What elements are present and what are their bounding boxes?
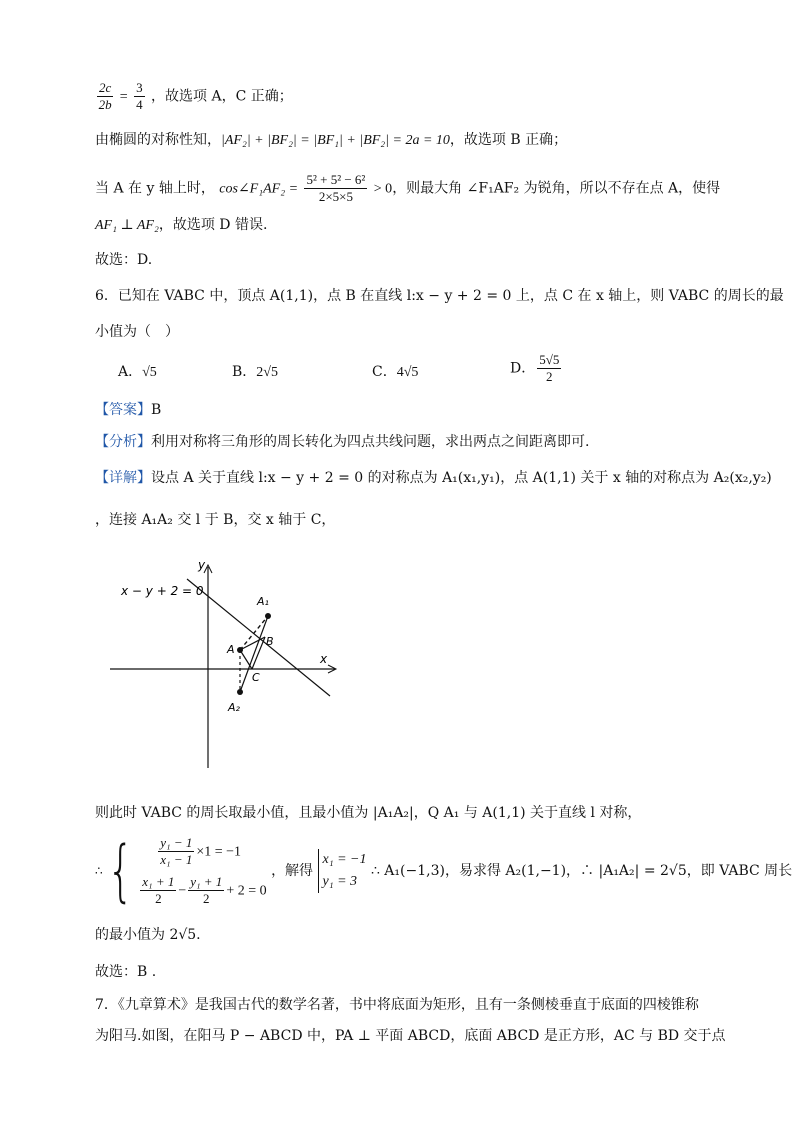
equation-system-line: ∴ { $\frac{\text{y₁ − 1}}{\text{x₁ − 1}}$ ×1 = −1 $\frac{\text{x₁ + 1}}{2}$ − $\frac{\text{y₁ + 1}}{2}$ + 2 = 0 ，解得 x₁ = −1 y₁ = 3 ∴ A₁(−1,3)，易求得 A₂(1,−1)，∴ |A₁A₂| = 2√5，即 VABC 周长 [95,831,793,910]
fraction-5root5-2: $\frac{5√5}{2}$ [539,352,560,384]
label-a: A [227,643,235,656]
answer-line: 【答案】B [95,402,162,418]
line-l-equation: x − y + 2 = 0 [121,584,204,598]
y-axis-label: y [198,558,206,572]
label-a1: A₁ [257,595,269,608]
min-value-line: 的最小值为 2√5. [95,927,201,943]
question-7-line1: 7．《九章算术》是我国古代的数学名著，书中将底面为矩形，且有一条侧棱垂直于底面的四棱锥称 [95,997,699,1013]
equation-2: $\frac{\text{x₁ + 1}}{2}$ − $\frac{\text{y₁ + 1}}{2}$ + 2 = 0 [142,874,267,906]
analysis-tag: 【分析】 [95,434,151,450]
choose-b: 故选：B . [95,964,157,980]
fraction-cosine: $\frac{\text{5² + 5² − 6²}}{2\times 5\times 5}$ [306,172,366,204]
dashed-a-a1 [240,616,268,650]
reflection-figure [105,555,345,775]
equation-1: $\frac{\text{y₁ − 1}}{\text{x₁ − 1}}$ ×1 = −1 [160,835,242,867]
segment-a-b [240,637,265,650]
detail-line1: 【详解】设点 A 关于直线 l:x − y + 2 = 0 的对称点为 A₁(x₁,y₁)，点 A(1,1) 关于 x 轴的对称点为 A₂(x₂,y₂) [95,470,772,486]
fraction-2c-2b: $\frac{2c}{2b}$ [98,80,112,112]
x-axis-label: x [320,652,328,666]
label-b: B [266,635,274,648]
line-fraction-conclusion: $\frac{2c}{2b}$ = $\frac{3}{4}$ ，故选项 A，C 正确； [98,80,293,112]
left-brace: { [107,831,134,910]
line-cosine-angle: 当 A 在 y 轴上时， cos∠F₁AF₂ = $\frac{\text{5² + 5² − 6²}}{2\times 5\times 5}$ > 0，则最大角 ∠F₁AF₂ 为锐角，所以不存在点 A，使得 [95,172,721,204]
line-perpendicular: AF₁ ⊥ AF₂，故选项 D 错误. [95,217,268,233]
question-6-line1: 6．已知在 VABC 中，顶点 A(1,1)，点 B 在直线 l:x − y + 2 = 0 上，点 C 在 x 轴上，则 VABC 的周长的最 [95,288,784,304]
point-a2 [237,689,243,695]
line-ellipse-symmetry: 由椭圆的对称性知，|AF₂| + |BF₂| = |BF₁| + |BF₂| = 2a = 10，故选项 B 正确； [95,132,568,148]
point-a1 [265,613,271,619]
fraction-3-4: $\frac{3}{4}$ [136,80,143,112]
detail-tag: 【详解】 [95,470,151,486]
choose-d: 故选：D. [95,252,153,268]
segment-a-c [240,650,252,669]
label-a2: A₂ [228,701,240,714]
option-c: C．4√5 [372,364,419,380]
option-b: B．2√5 [232,364,278,380]
analysis-line: 【分析】利用对称将三角形的周长转化为四点共线问题，求出两点之间距离即可. [95,434,590,450]
equation-system [138,835,266,907]
point-a [237,647,243,653]
answer-tag: 【答案】 [95,402,151,418]
solution-system: x₁ = −1 y₁ = 3 [318,849,367,893]
question-7-line2: 为阳马.如图，在阳马 P − ABCD 中，PA ⊥ 平面 ABCD，底面 ABCD 是正方形，AC 与 BD 交于点 [95,1028,726,1044]
option-a: A．√5 [118,364,157,380]
min-perimeter-line: 则此时 VABC 的周长取最小值，且最小值为 |A₁A₂|，Q A₁ 与 A(1,1) 关于直线 l 对称， [95,805,642,821]
detail-line2: ，连接 A₁A₂ 交 l 于 B，交 x 轴于 C， [95,512,336,528]
question-6-line2: 小值为（ ） [95,324,179,340]
label-c: C [252,671,260,684]
option-d: D． $\frac{5√5}{2}$ [510,352,560,384]
